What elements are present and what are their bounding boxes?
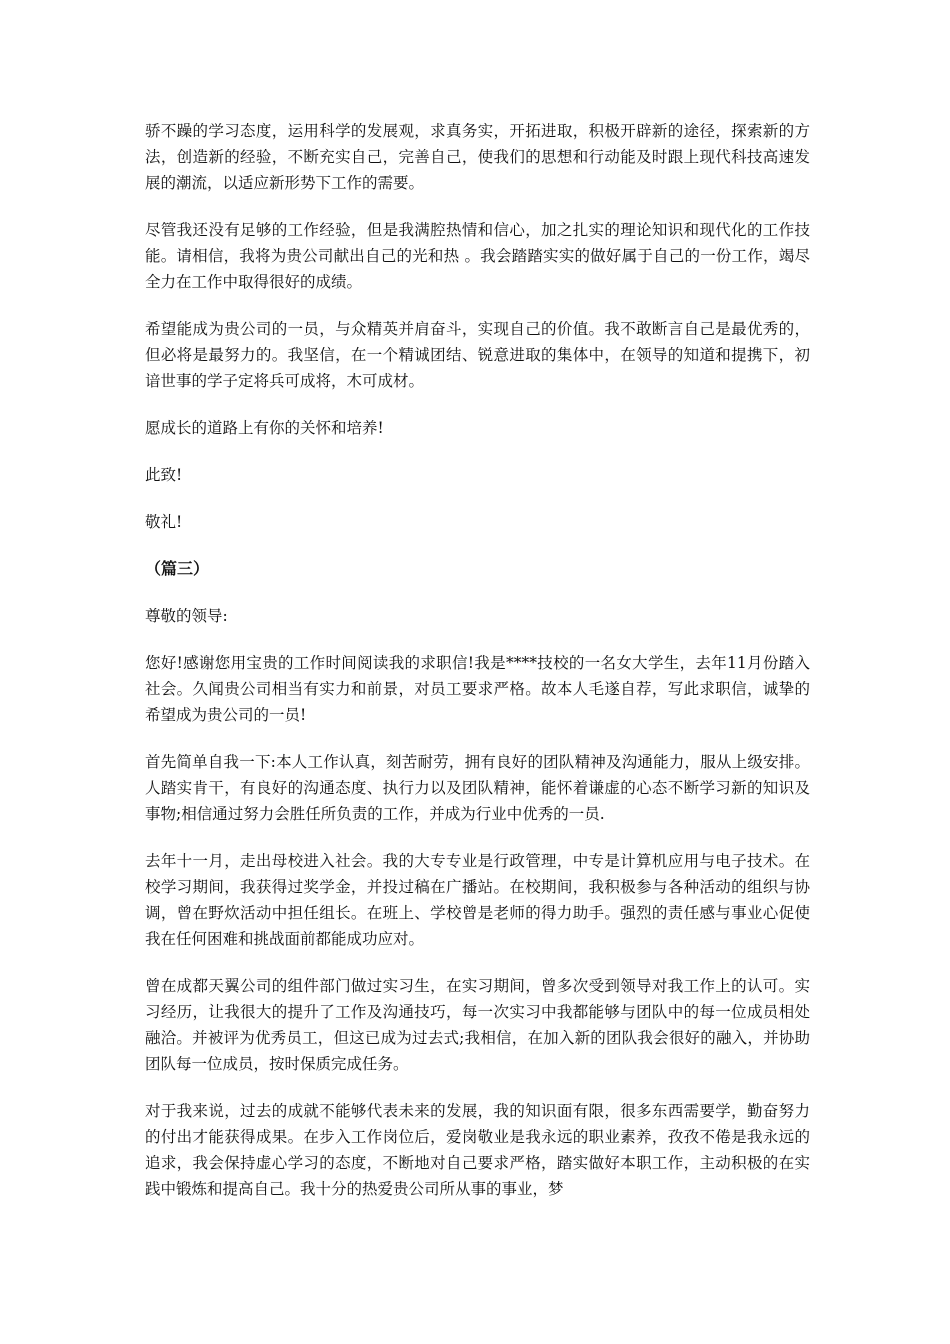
paragraph-future: 对于我来说，过去的成就不能够代表未来的发展，我的知识面有限，很多东西需要学，勤奋努力的付出才能获得成果。在步入工作岗位后，爱岗敬业是我永远的职业素养，孜孜不倦是我永远的追求，我会保持虚心学习的态度，不断地对自己要求严格，踏实做好本职工作，主动积极的在实践中锻炼和提高自己。我十分的热爱贵公司所从事的事业，梦	[145, 1102, 810, 1198]
paragraph-wish: 愿成长的道路上有你的关怀和培养!	[145, 419, 384, 437]
closing-regards: 此致!	[145, 466, 183, 484]
paragraph-internship: 曾在成都天翼公司的组件部门做过实习生，在实习期间，曾多次受到领导对我工作上的认可。实习经历，让我很大的提升了工作及沟通技巧，每一次实习中我都能够与团队中的每一位成员相处融洽。并被评为优秀员工，但这已成为过去式;我相信，在加入新的团队我会很好的融入，并协助团队每一位成员，按时保质完成任务。	[145, 977, 810, 1073]
paragraph-greeting: 您好!感谢您用宝贵的工作时间阅读我的求职信!我是****技校的一名女大学生，去年11月份踏入社会。久闻贵公司相当有实力和前景，对员工要求严格。故本人毛遂自荐，写此求职信，诚挚的希望成为贵公司的一员!	[145, 654, 810, 724]
paragraph-education: 去年十一月，走出母校进入社会。我的大专专业是行政管理，中专是计算机应用与电子技术。在校学习期间，我获得过奖学金，并投过稿在广播站。在校期间，我积极参与各种活动的组织与协调，曾在野炊活动中担任组长。在班上、学校曾是老师的得力助手。强烈的责任感与事业心促使我在任何困难和挑战面前都能成功应对。	[145, 852, 810, 948]
paragraph-2: 尽管我还没有足够的工作经验，但是我满腔热情和信心，加之扎实的理论知识和现代化的工作技能。请相信，我将为贵公司献出自己的光和热 。我会踏踏实实的做好属于自己的一份工作，竭尽全力在工作中取得很好的成绩。	[145, 221, 810, 291]
paragraph-1: 骄不躁的学习态度，运用科学的发展观，求真务实，开拓进取，积极开辟新的途径，探索新的方法，创造新的经验，不断充实自己，完善自己，使我们的思想和行动能及时跟上现代科技高速发展的潮流，以适应新形势下工作的需要。	[145, 122, 810, 192]
document-page	[145, 118, 810, 1223]
salutation: 尊敬的领导:	[145, 607, 228, 625]
paragraph-3: 希望能成为贵公司的一员，与众精英并肩奋斗，实现自己的价值。我不敢断言自己是最优秀的，但必将是最努力的。我坚信，在一个精诚团结、锐意进取的集体中，在领导的知道和提携下，初谙世事的学子定将兵可成将，木可成材。	[145, 320, 810, 390]
section-heading: （篇三）	[145, 559, 210, 578]
paragraph-self-intro: 首先简单自我一下:本人工作认真，刻苦耐劳，拥有良好的团队精神及沟通能力，服从上级安排。 人踏实肯干，有良好的沟通态度、执行力以及团队精神，能怀着谦虚的心态不断学习新的知识及事物;相信通过努力会胜任所负责的工作，并成为行业中优秀的一员.	[145, 753, 810, 823]
closing-salute: 敬礼!	[145, 513, 183, 531]
